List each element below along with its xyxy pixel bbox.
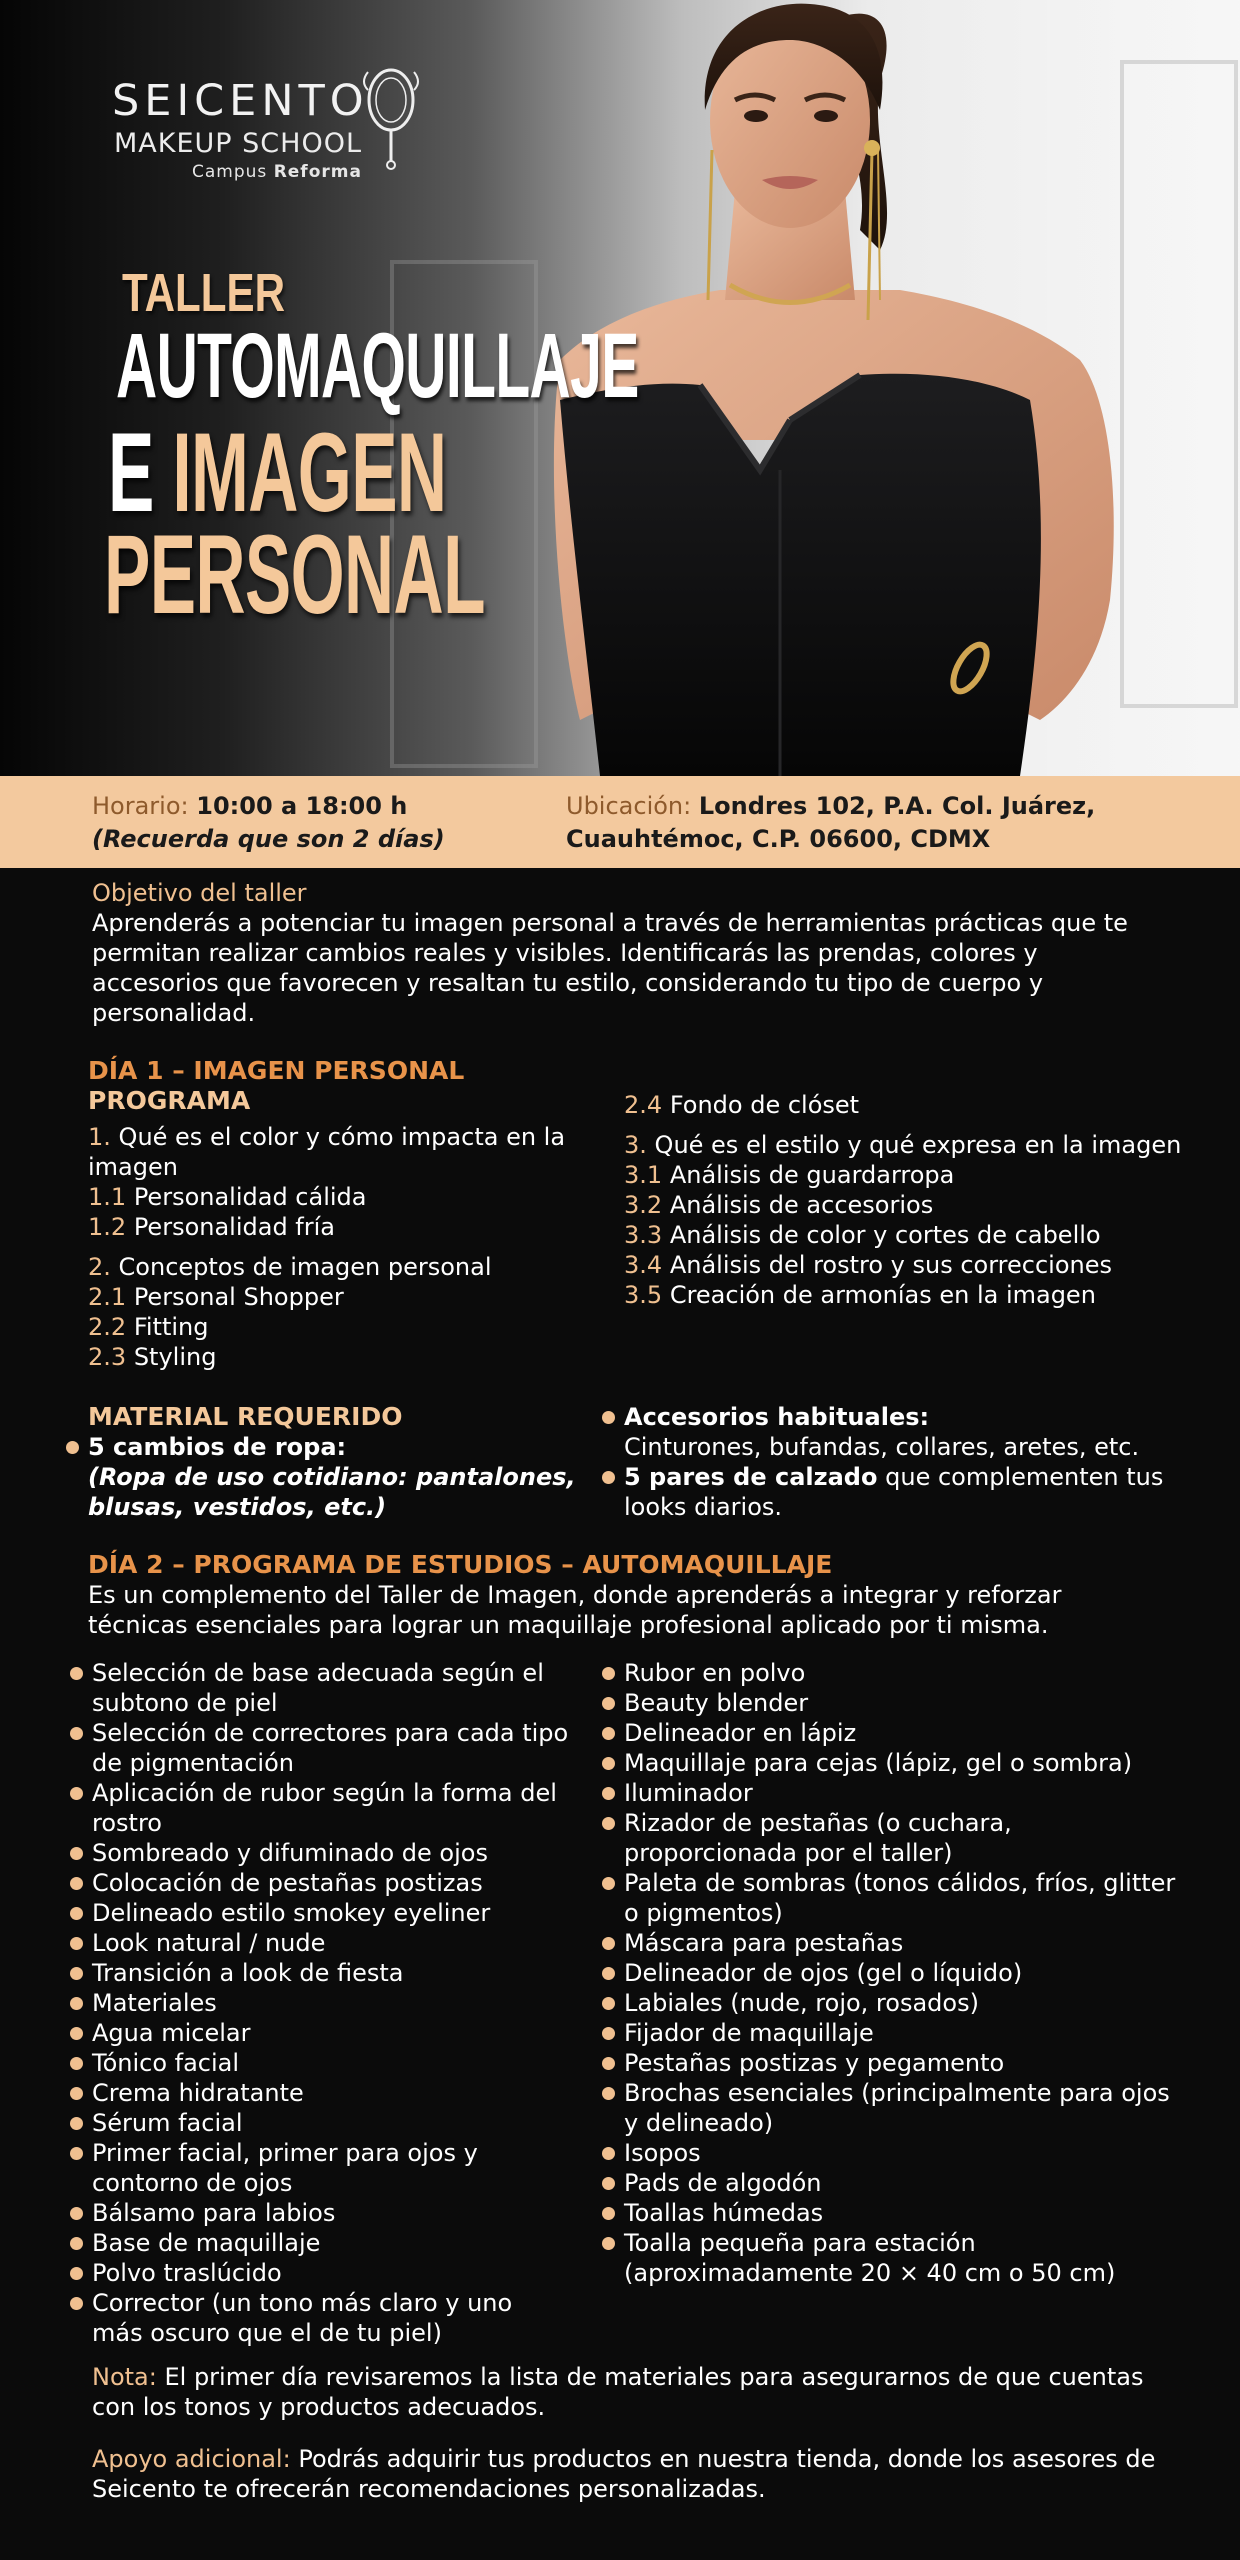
list-item: Isopos	[602, 2138, 1182, 2168]
list-item: Primer facial, primer para ojos y contorno de ojos	[70, 2138, 570, 2198]
objetivo-label: Objetivo del taller	[92, 879, 307, 907]
list-item: Selección de base adecuada según el subtono de piel	[70, 1658, 570, 1718]
list-item: Delineador de ojos (gel o líquido)	[602, 1958, 1182, 1988]
title-e-imagen: E IMAGEN	[108, 410, 447, 535]
list-item: Agua micelar	[70, 2018, 570, 2048]
list-item: Accesorios habituales: Cinturones, bufandas, collares, aretes, etc.	[602, 1402, 1182, 1462]
nota-section: Nota: El primer día revisaremos la lista de materiales para asegurarnos de que cuentas con los tonos y productos adecuados.	[92, 2363, 1144, 2421]
dia2-list-left	[70, 1658, 570, 2348]
dia2-list-right	[602, 1658, 1182, 2288]
list-item: Look natural / nude	[70, 1928, 570, 1958]
objetivo-text: Aprenderás a potenciar tu imagen personal a través de herramientas prácticas que te permitan realizar cambios reales y visibles. Identificarás las prendas, colores y accesorios que favorecen y resaltan tu estilo, considerando tu tipo de cuerpo y personalidad.	[92, 909, 1128, 1027]
list-item: Colocación de pestañas postizas	[70, 1868, 570, 1898]
list-item: Materiales	[70, 1988, 570, 2018]
location-info: Ubicación: Londres 102, P.A. Col. Juárez, Cuauhtémoc, C.P. 06600, CDMX	[566, 792, 1096, 853]
material-left	[88, 1402, 588, 1522]
info-bar	[0, 776, 1240, 868]
list-item: Pestañas postizas y pegamento	[602, 2048, 1182, 2078]
title-automaquillaje: AUTOMAQUILLAJE	[116, 315, 639, 417]
list-item: Sombreado y difuminado de ojos	[70, 1838, 570, 1868]
list-item: Base de maquillaje	[70, 2228, 570, 2258]
list-item: Polvo traslúcido	[70, 2258, 570, 2288]
dia2-intro-text: Es un complemento del Taller de Imagen, donde aprenderás a integrar y reforzar técnicas esenciales para lograr un maquillaje profesional aplicado por ti misma.	[88, 1581, 1062, 1639]
dia1-left: DÍA 1 – IMAGEN PERSONAL PROGRAMA 1. Qué es el color y cómo impacta en la imagen 1.1 Personalidad cálida 1.2 Personalidad fría 2. Conceptos de imagen personal 2.1 Personal Shopper 2.2 Fitting 2.3 Styling	[88, 1056, 588, 1372]
logo-campus: Campus Reforma	[192, 162, 362, 182]
list-item: Iluminador	[602, 1778, 1182, 1808]
objetivo-section	[92, 878, 1152, 1028]
list-item: Brochas esenciales (principalmente para ojos y delineado)	[602, 2078, 1182, 2138]
list-item: Tónico facial	[70, 2048, 570, 2078]
list-item: Bálsamo para labios	[70, 2198, 570, 2228]
list-item: Selección de correctores para cada tipo de pigmentación	[70, 1718, 570, 1778]
hero-banner	[0, 0, 1240, 776]
material-right	[602, 1402, 1182, 1522]
list-item: Sérum facial	[70, 2108, 570, 2138]
material-heading: MATERIAL REQUERIDO	[88, 1402, 403, 1431]
logo-subtitle: MAKEUP SCHOOL	[114, 128, 362, 159]
mirror-icon	[356, 62, 426, 170]
list-item: Aplicación de rubor según la forma del rostro	[70, 1778, 570, 1838]
title-personal: PERSONAL	[104, 512, 485, 637]
list-item: Rubor en polvo	[602, 1658, 1182, 1688]
list-item: Beauty blender	[602, 1688, 1182, 1718]
list-item: Pads de algodón	[602, 2168, 1182, 2198]
list-item: Transición a look de fiesta	[70, 1958, 570, 1988]
apoyo-section: Apoyo adicional: Podrás adquirir tus productos en nuestra tienda, donde los asesores de Seicento te ofrecerán recomendaciones personalizadas.	[92, 2445, 1156, 2503]
dia2-heading: DÍA 2 – PROGRAMA DE ESTUDIOS – AUTOMAQUILLAJE	[88, 1550, 833, 1579]
list-item: 5 pares de calzado que complementen tus looks diarios.	[602, 1462, 1182, 1522]
list-item: Maquillaje para cejas (lápiz, gel o sombra)	[602, 1748, 1182, 1778]
list-item: Corrector (un tono más claro y uno más oscuro que el de tu piel)	[70, 2288, 570, 2348]
dia1-heading: DÍA 1 – IMAGEN PERSONAL	[88, 1056, 465, 1085]
content-body	[0, 868, 1240, 2560]
list-item: Labiales (nude, rojo, rosados)	[602, 1988, 1182, 2018]
list-item: Máscara para pestañas	[602, 1928, 1182, 1958]
list-item: Fijador de maquillaje	[602, 2018, 1182, 2048]
list-item: Delineador en lápiz	[602, 1718, 1182, 1748]
list-item: Toallas húmedas	[602, 2198, 1182, 2228]
list-item: Paleta de sombras (tonos cálidos, fríos, glitter o pigmentos)	[602, 1868, 1182, 1928]
dia2-intro	[88, 1550, 1168, 1640]
title-taller: TALLER	[122, 263, 285, 323]
dia1-right: 2.4 Fondo de clóset 3. Qué es el estilo y qué expresa en la imagen 3.1 Análisis de guardarropa 3.2 Análisis de accesorios 3.3 Análisis de color y cortes de cabello 3.4 Análisis del rostro y sus correcciones 3.5 Creación de armonías en la imagen	[624, 1091, 1182, 1309]
list-item: Crema hidratante	[70, 2078, 570, 2108]
seicento-logo	[112, 62, 432, 182]
logo-wordmark: SEICENTO	[112, 76, 369, 126]
list-item: 5 cambios de ropa: (Ropa de uso cotidiano: pantalones, blusas, vestidos, etc.)	[66, 1432, 588, 1522]
list-item: Delineado estilo smokey eyeliner	[70, 1898, 570, 1928]
list-item: Toalla pequeña para estación (aproximadamente 20 × 40 cm o 50 cm)	[602, 2228, 1182, 2288]
programa-heading: PROGRAMA	[88, 1086, 251, 1115]
list-item: Rizador de pestañas (o cuchara, proporcionada por el taller)	[602, 1808, 1182, 1868]
schedule-info: Horario: 10:00 a 18:00 h (Recuerda que son 2 días)	[92, 792, 445, 853]
